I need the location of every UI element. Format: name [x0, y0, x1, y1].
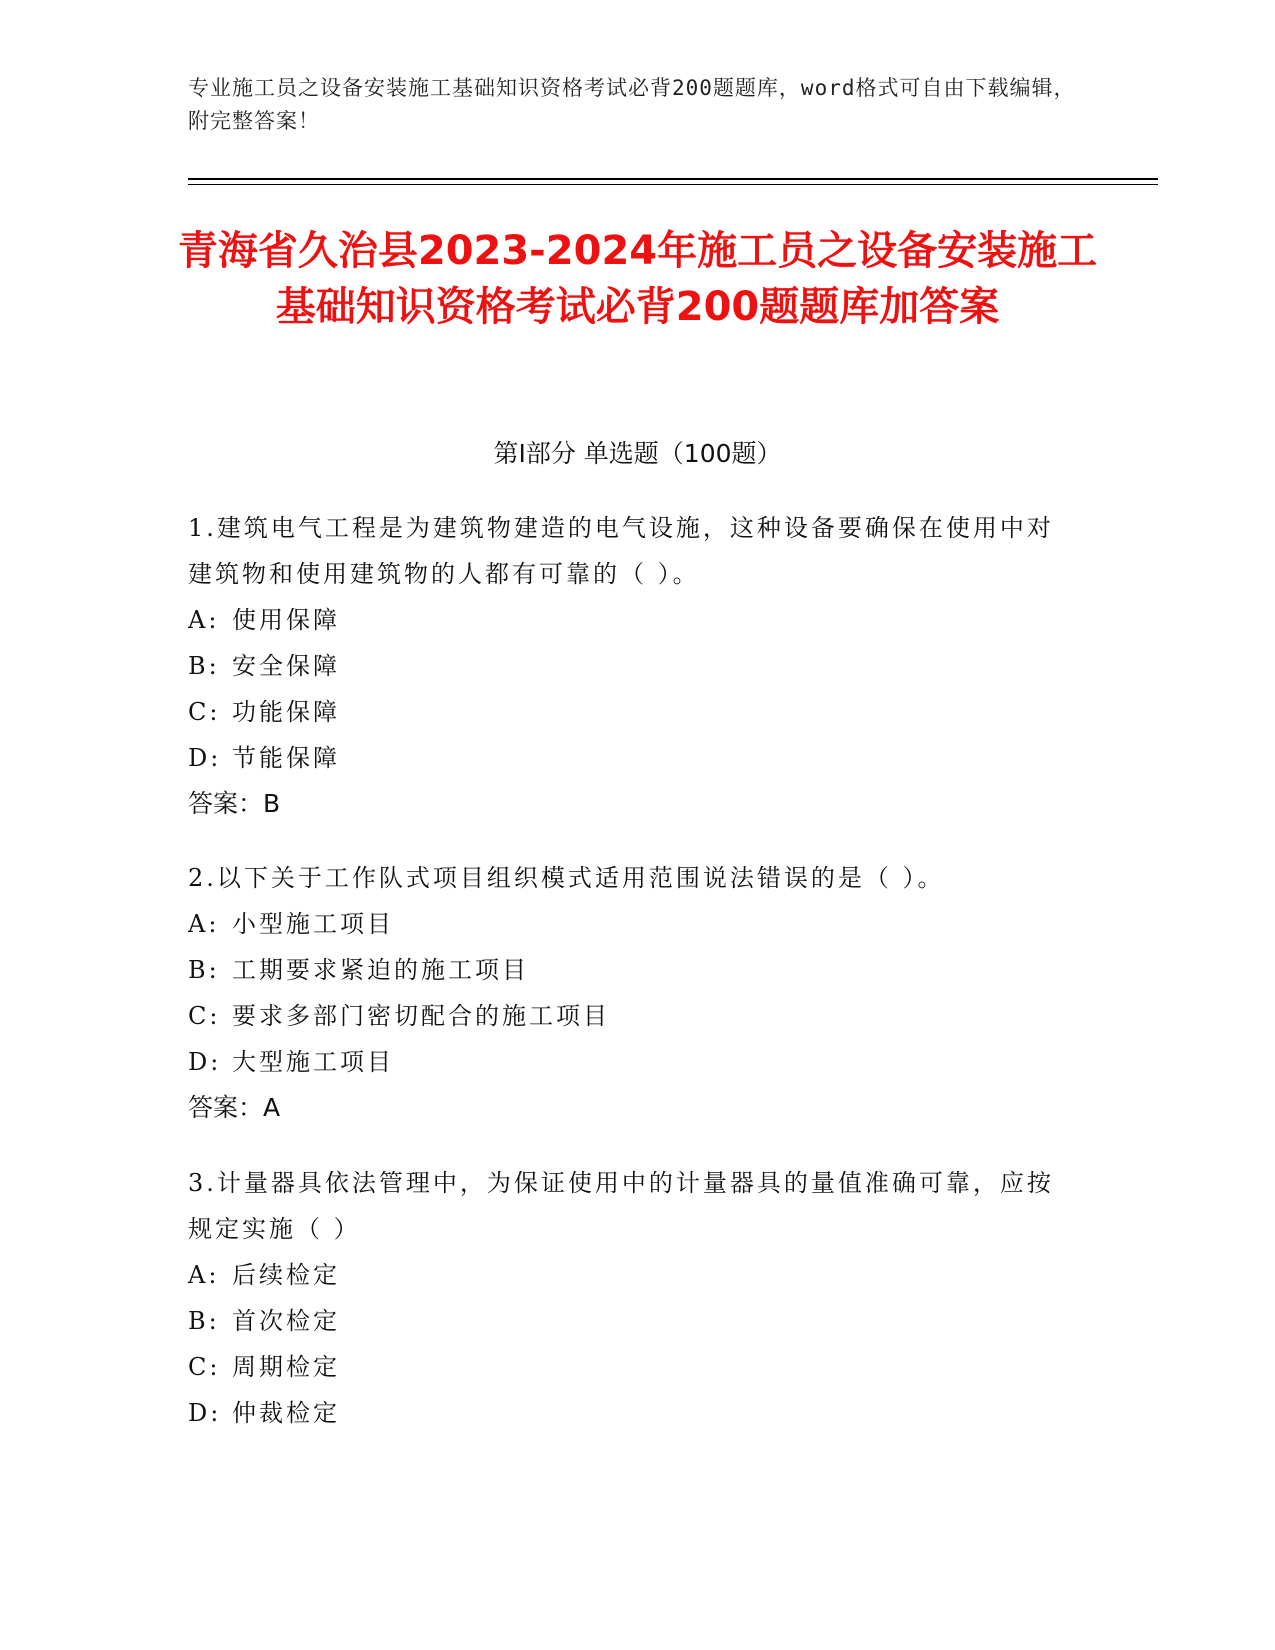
question-2	[188, 855, 1068, 1131]
option-text: 周期检定	[232, 1353, 340, 1381]
option-a	[188, 597, 1068, 643]
question-3	[188, 1160, 1068, 1436]
option-text: 使用保障	[232, 606, 340, 634]
question-stem: 3.计量器具依法管理中，为保证使用中的计量器具的量值准确可靠，应按规定实施（ ）	[188, 1169, 1054, 1243]
option-text: 大型施工项目	[232, 1048, 394, 1076]
option-text: 安全保障	[232, 652, 340, 680]
option-letter: B:	[188, 956, 220, 984]
option-letter: C:	[188, 1353, 221, 1381]
header-rule-thick	[188, 178, 1158, 180]
question-stem: 1.建筑电气工程是为建筑物建造的电气设施，这种设备要确保在使用中对建筑物和使用建筑物的人都有可靠的（ ）。	[188, 514, 1054, 588]
option-d	[188, 1039, 1068, 1085]
option-d	[188, 1390, 1068, 1436]
header-note: 专业施工员之设备安装施工基础知识资格考试必背200题题库，word格式可自由下载编辑，附完整答案！	[188, 76, 1076, 133]
section-heading: 第I部分 单选题（100题）	[493, 439, 782, 468]
option-letter: D:	[188, 1048, 222, 1076]
option-text: 功能保障	[232, 698, 340, 726]
option-letter: A:	[188, 606, 220, 634]
option-letter: C:	[188, 698, 221, 726]
option-letter: B:	[188, 1307, 220, 1335]
option-letter: B:	[188, 652, 220, 680]
option-text: 节能保障	[232, 744, 340, 772]
answer: 答案：A	[188, 1093, 281, 1122]
option-text: 首次检定	[232, 1307, 340, 1335]
header-rule-thin	[188, 184, 1158, 185]
option-c	[188, 1344, 1068, 1390]
option-c	[188, 689, 1068, 735]
answer: 答案：B	[188, 789, 281, 818]
option-a	[188, 1252, 1068, 1298]
option-letter: A:	[188, 910, 220, 938]
option-text: 后续检定	[232, 1261, 340, 1289]
option-c	[188, 993, 1068, 1039]
option-text: 仲裁检定	[232, 1399, 340, 1427]
option-letter: C:	[188, 1002, 221, 1030]
option-a	[188, 901, 1068, 947]
option-b	[188, 643, 1068, 689]
question-stem: 2.以下关于工作队式项目组织模式适用范围说法错误的是（ ）。	[188, 864, 945, 892]
option-text: 工期要求紧迫的施工项目	[232, 956, 529, 984]
option-b	[188, 947, 1068, 993]
question-1	[188, 505, 1068, 827]
option-text: 要求多部门密切配合的施工项目	[232, 1002, 610, 1030]
option-letter: A:	[188, 1261, 220, 1289]
option-letter: D:	[188, 744, 222, 772]
option-letter: D:	[188, 1399, 222, 1427]
option-d	[188, 735, 1068, 781]
document-title: 青海省久治县2023-2024年施工员之设备安装施工基础知识资格考试必背200题题库加答案	[177, 228, 1098, 330]
option-text: 小型施工项目	[232, 910, 394, 938]
option-b	[188, 1298, 1068, 1344]
